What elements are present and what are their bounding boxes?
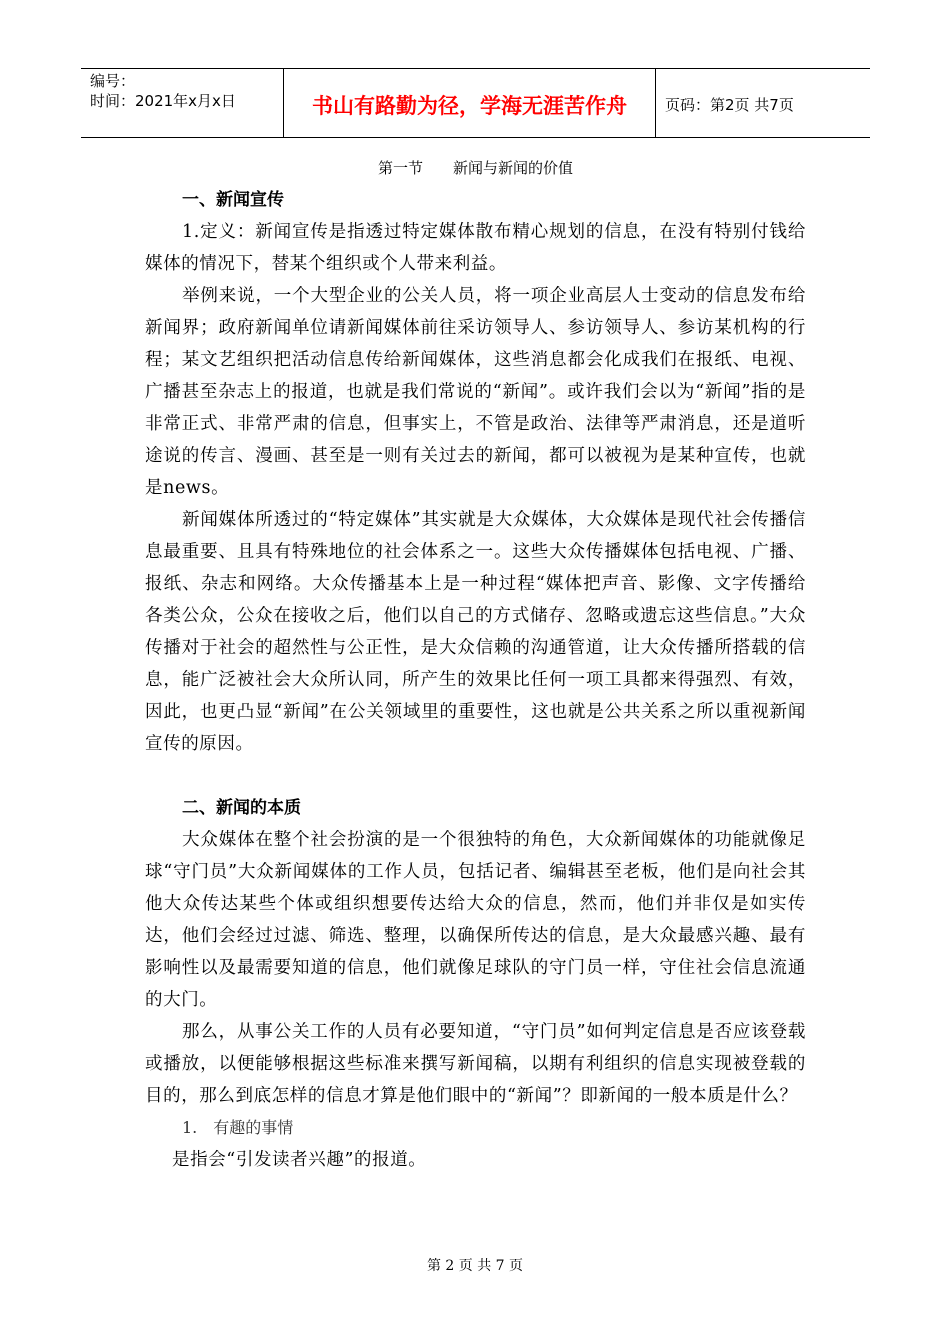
part2-subitem-text: 是指会“引发读者兴趣”的报道。 (172, 1150, 427, 1170)
page-header (81, 68, 870, 138)
header-motto: 书山有路勤为径，学海无涯苦作舟 (284, 69, 656, 137)
part1-paragraph: 1.定义：新闻宣传是指透过特定媒体散布精心规划的信息，在没有特别付钱给媒体的情况下，替某个组织或个人带来利益。 (145, 222, 806, 274)
part1-heading: 一、新闻宣传 (182, 190, 284, 210)
document-body (145, 152, 806, 1176)
section-title: 第一节 新闻与新闻的价值 (377, 159, 573, 177)
spacer (145, 760, 806, 792)
part1-paragraph: 举例来说，一个大型企业的公关人员，将一项企业高层人士变动的信息发布给新闻界；政府新闻单位请新闻媒体前往采访领导人、参访领导人、参访某机构的行程；某文艺组织把活动信息传给新闻媒体，这些消息都会化成我们在报纸、电视、广播甚至杂志上的报道，也就是我们常说的“新闻”。或许我们会以为“新闻”指的是非常正式、非常严肃的信息，但事实上，不管是政治、法律等严肃消息，还是道听途说的传言、漫画、甚至是一则有关过去的新闻，都可以被视为是某种宣传，也就是news。 (145, 286, 806, 498)
page-footer: 第 2 页 共 7 页 (426, 1258, 524, 1274)
part2-heading: 二、新闻的本质 (182, 798, 301, 818)
header-meta (81, 69, 284, 137)
header-page-info: 页码：第2页 共7页 (665, 96, 794, 114)
part1-paragraph: 新闻媒体所透过的“特定媒体”其实就是大众媒体，大众媒体是现代社会传播信息最重要、且具有特殊地位的社会体系之一。这些大众传播媒体包括电视、广播、报纸、杂志和网络。大众传播基本上是一种过程“媒体把声音、影像、文字传播给各类公众，公众在接收之后，他们以自己的方式储存、忽略或遗忘这些信息。”大众传播对于社会的超然性与公正性，是大众信赖的沟通管道，让大众传播所搭载的信息，能广泛被社会大众所认同，所产生的效果比任何一项工具都来得强烈、有效，因此，也更凸显“新闻”在公关领域里的重要性，这也就是公共关系之所以重视新闻宣传的原因。 (145, 510, 806, 754)
document-date-label: 时间：2021年x月x日 (90, 92, 236, 110)
part2-paragraph: 那么，从事公关工作的人员有必要知道，“守门员”如何判定信息是否应该登载或播放，以便能够根据这些标准来撰写新闻稿，以期有利组织的信息实现被登载的目的，那么到底怎样的信息才算是他们眼中的“新闻”？即新闻的一般本质是什么？ (145, 1022, 806, 1106)
part2-subitem: 1. 有趣的事情 (182, 1118, 294, 1137)
document-number-label: 编号： (90, 72, 136, 90)
part2-paragraph: 大众媒体在整个社会扮演的是一个很独特的角色，大众新闻媒体的功能就像足球“守门员”大众新闻媒体的工作人员，包括记者、编辑甚至老板，他们是向社会其他大众传达某些个体或组织想要传达给大众的信息，然而，他们并非仅是如实传达，他们会经过过滤、筛选、整理，以确保所传达的信息，是大众最感兴趣、最有影响性以及最需要知道的信息，他们就像足球队的守门员一样，守住社会信息流通的大门。 (145, 830, 806, 1010)
